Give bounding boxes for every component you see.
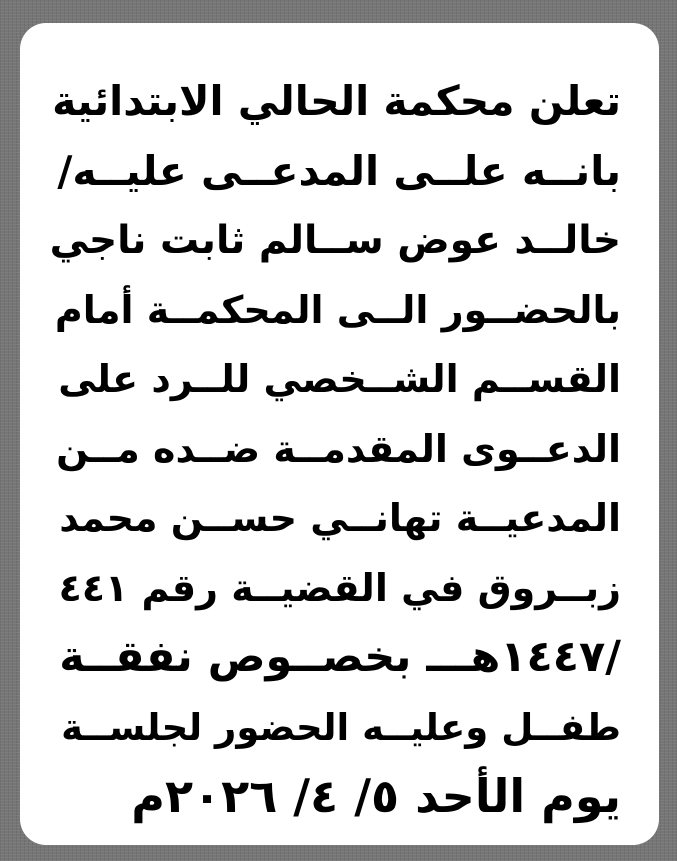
court-notice-text [50,67,621,832]
court-notice-card [20,23,659,845]
notice-line: خالــد عوض ســالم ثابت ناجي [50,218,621,263]
notice-line: القســم الشــخصي للــرد على [58,357,621,401]
notice-line: /١٤٤٧هـــ بخصــوص نفقــة [59,632,621,682]
notice-line: يوم الأحد ٥/ ٤/ ٢٠٢٦م [131,769,621,823]
notice-line: زبــروق في القضيــة رقم ٤٤١ [58,565,621,610]
notice-line: بانــه علــى المدعــى عليــه/ [57,146,621,195]
notice-line: المدعيــة تهانــي حســن محمد [59,496,621,540]
notice-line: بالحضــور الــى المحكمــة أمام [54,287,621,332]
notice-line: الدعــوى المقدمــة ضــده مــن [56,426,621,471]
notice-line: طفــل وعليــه الحضور لجلســة [61,705,621,749]
notice-line: تعلن محكمة الحالي الابتدائية [52,77,621,125]
